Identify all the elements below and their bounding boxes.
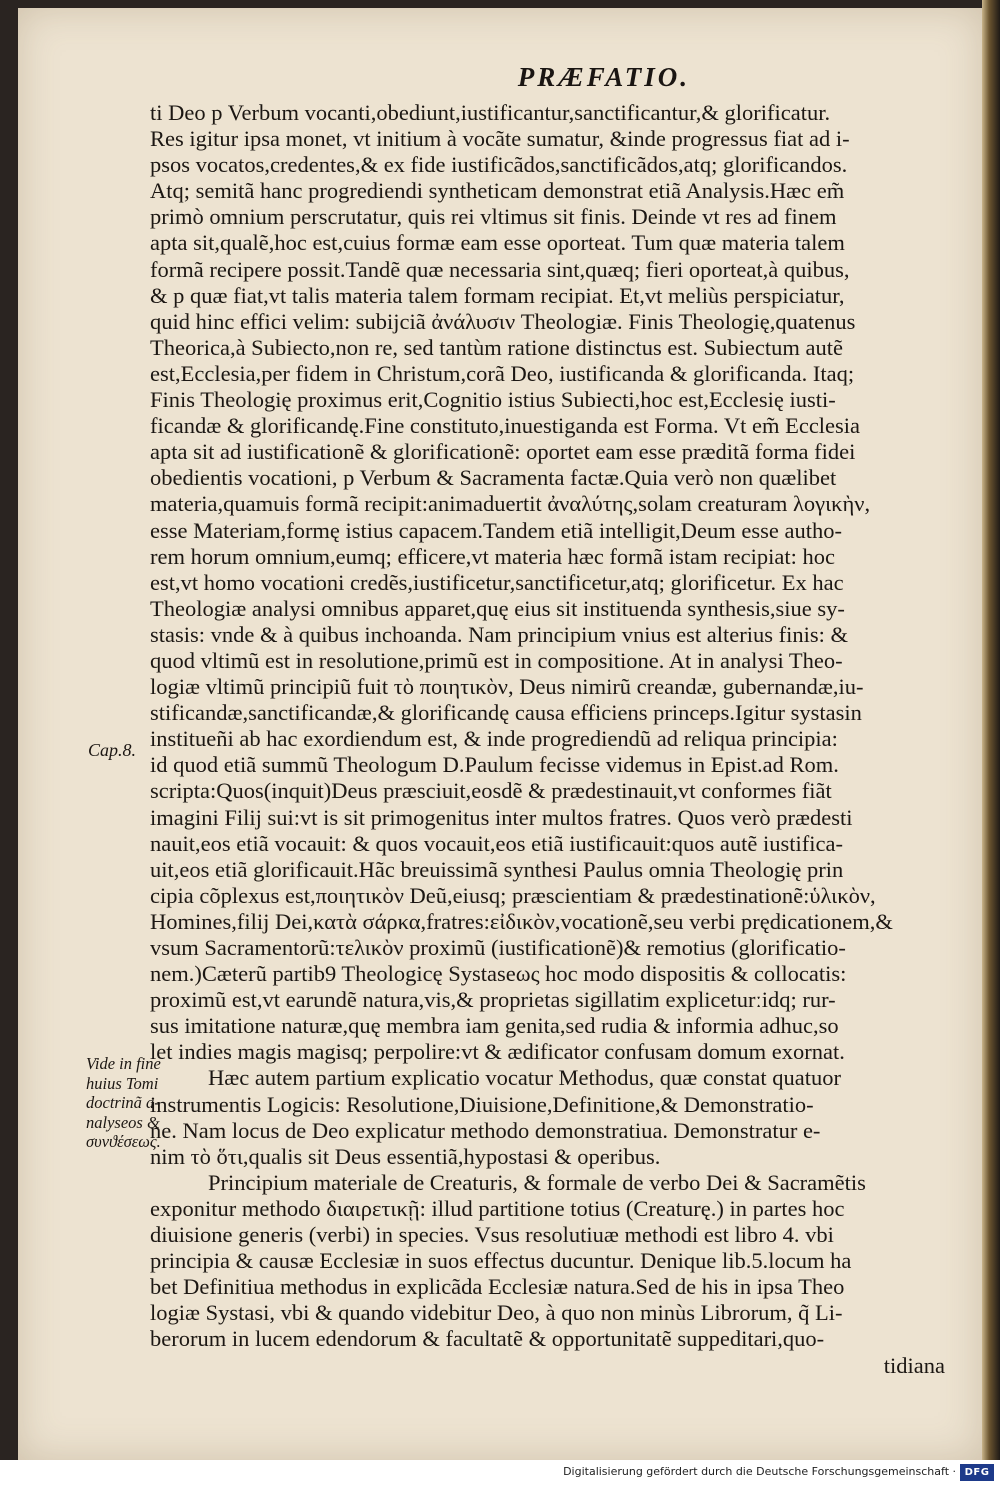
text-line: Theorica,à Subiecto,non re, sed tantùm ratione distinctus est. Subiectum autẽ <box>150 334 843 360</box>
text-line: institueñi ab hac exordiendum est, & inde progrediendũ ad reliqua principia: <box>150 726 838 752</box>
text-line: uit,eos etiã glorificauit.Hãc breuissimã synthesi Paulus omnia Theologię prin <box>150 856 844 882</box>
marginal-note-line: huius Tomi <box>86 1073 159 1093</box>
text-line: logiæ Systasi, vbi & quando videbitur Deo, à quo non minùs Librorum, q̃ Li- <box>150 1300 843 1326</box>
text-line: Theologiæ analysi omnibus apparet,quę eius sit instituenda synthesis,siue sy- <box>150 595 845 621</box>
text-line: primò omnium perscrutatur, quis rei vltimus sit finis. Deinde vt res ad finem <box>150 204 837 230</box>
text-line: scripta:Quos(inquit)Deus præsciuit,eosdẽ & prædestinauit,vt conformes fiãt <box>150 778 832 804</box>
text-line: nem.)Cæterũ partib9 Theologicę Systaseως hoc modo dispositis & collocatis: <box>150 961 847 987</box>
text-line: let indies magis magisq; perpolire:vt & ædificator confusam domum exornat. <box>150 1039 845 1065</box>
text-line: cipia cõplexus est,ποιητικὸν Deũ,eiusq; præscientiam & prædestinationẽ:ὑλικὸν, <box>150 882 876 908</box>
text-line: rem horum omnium,eumq; efficere,vt materia hæc formã istam recipiat: hoc <box>150 543 835 569</box>
text-line: esse Materiam,formę istius capacem.Tandem etiã intelligit,Deum esse autho- <box>150 517 842 543</box>
text-line: tidiana <box>883 1352 945 1378</box>
marginal-note-reference <box>86 1054 176 1152</box>
text-line: est,vt homo vocationi credẽs,iustificetur,sanctificetur,atq; glorificetur. Ex hac <box>150 569 844 595</box>
marginal-note-line: doctrinã a- <box>86 1093 160 1112</box>
text-line: diuisione generis (verbi) in species. Vsus resolutiuæ methodi est libro 4. vbi <box>150 1222 834 1248</box>
text-line: Homines,filij Dei,κατὰ σάρκα,fratres:εἰδικὸν,vocationẽ,seu verbi prędicationem,& <box>150 908 893 934</box>
text-line: formã recipere possit.Tandẽ quæ necessaria sint,quæq; fieri oporteat,à quibus, <box>150 256 850 282</box>
marginal-note-line: Vide in fine <box>86 1054 161 1073</box>
text-line: stasis: vnde & à quibus inchoanda. Nam principium vnius est alterius finis: & <box>150 621 849 647</box>
text-line: sus imitatione naturæ,quę membra iam genita,sed rudia & informia adhuc,so <box>150 1013 839 1039</box>
text-line: nauit,eos etiã vocauit: & quos vocauit,eos etiã iustificauit:quos autẽ iustifica- <box>150 830 843 856</box>
text-line: vsum Sacramentorũ:τελικὸν proximũ (iustificationẽ)& remotius (glorificatio- <box>150 935 846 960</box>
text-line: psos vocatos,credentes,& ex fide iustificãdos,sanctificãdos,atq; glorificandos. <box>150 152 848 178</box>
book-edge <box>982 0 1000 1460</box>
text-line: Hæc autem partium explicatio vocatur Methodus, quæ constat quatuor <box>208 1065 841 1091</box>
text-line: est,Ecclesia,per fidem in Christum,corã Deo, iustificanda & glorificanda. Itaq; <box>150 360 855 386</box>
text-line: principia & causæ Ecclesiæ in suos effectus ducuntur. Denique lib.5.locum ha <box>150 1248 852 1274</box>
marginal-note-chapter: Cap.8. <box>88 740 137 760</box>
text-line: exponitur methodo διαιρετικῇ: illud partitione totius (Creaturę.) in partes hoc <box>150 1195 845 1221</box>
text-line: ficandæ & glorificandę.Fine constituto,inuestiganda est Forma. Vt em̃ Ecclesia <box>150 413 861 439</box>
text-line: Principium materiale de Creaturis, & formale de verbo Dei & Sacramẽtis <box>208 1169 866 1195</box>
text-line: quod vltimũ est in resolutione,primũ est in compositione. At in analysi Theo- <box>150 647 843 673</box>
text-line: & p quæ fiat,vt talis materia talem formam recipiat. Et,vt meliùs perspiciatur, <box>150 282 845 308</box>
main-text-block <box>150 100 945 1379</box>
marginal-note-line: nalyseos & <box>86 1112 160 1132</box>
digitization-footer <box>0 1462 1000 1485</box>
text-line: proximũ est,vt earundẽ natura,vis,& proprietas sigillatim expliceturːidq; rur- <box>150 987 836 1013</box>
text-line: Res igitur ipsa monet, vt initium à vocãte sumatur, &inde progressus fiat ad i- <box>150 126 850 152</box>
dfg-logo[interactable]: DFG <box>960 1464 994 1481</box>
text-line: ti Deo p Verbum vocanti,obediunt,iustificantur,sanctificantur,& glorificatur. <box>150 100 831 125</box>
text-line: quid hinc effici velim: subijciã ἀνάλυσιν Theologiæ. Finis Theologię,quatenus <box>150 308 856 334</box>
text-line: imagini Filij sui:vt is sit primogenitus inter multos fratres. Quos verò prædesti <box>150 804 853 830</box>
text-line: apta sit ad iustificationẽ & glorificationẽ: oportet eam esse præditã forma fidei <box>150 439 856 465</box>
text-line: berorum in lucem edendorum & facultatẽ & opportunitatẽ suppeditari,quo- <box>150 1326 825 1352</box>
text-line: Finis Theologię proximus erit,Cognitio istius Subiecti,hoc est,Ecclesię iusti- <box>150 387 836 413</box>
text-line: apta sit,qualẽ,hoc est,cuius formæ eam esse oporteat. Tum quæ materia talem <box>150 230 845 256</box>
running-head: PRÆFATIO. <box>517 62 690 92</box>
text-line: stificandæ,sanctificandæ,& glorificandę causa efficiens princeps.Igitur systasin <box>150 700 862 726</box>
text-line: materia,quamuis formã recipit:animaduertit ἀναλύτης,solam creaturam λογικὴν, <box>150 491 871 517</box>
text-line: instrumentis Logicis: Resolutione,Diuisione,Definitione,& Demonstratio- <box>150 1091 814 1117</box>
text-line: bet Definitiua methodus in explicãda Ecclesiæ natura.Sed de his in ipsa Theo <box>150 1274 845 1300</box>
text-line: id quod etiã summũ Theologum D.Paulum fecisse videmus in Epist.ad Rom. <box>150 752 839 778</box>
text-line: Atq; semitã hanc progrediendi syntheticam demonstrat etiã Analysis.Hæc em̃ <box>150 178 845 204</box>
text-line: ne. Nam locus de Deo explicatur methodo demonstratiua. Demonstratur e- <box>150 1117 821 1143</box>
text-line: logiæ vltimũ principiũ fuit τὸ ποιητικὸν, Deus nimirũ creandæ, gubernandæ,iu- <box>150 674 864 700</box>
marginal-note-line: συνϑέσεως. <box>86 1132 161 1151</box>
footer-credit-text: Digitalisierung gefördert durch die Deutsche Forschungsgemeinschaft · <box>563 1465 956 1478</box>
text-line: nim τὸ ὅτι,qualis sit Deus essentiã,hypostasi & operibus. <box>150 1143 661 1169</box>
text-line: obedientis vocationi, p Verbum & Sacramenta factæ.Quia verò non quælibet <box>150 465 837 491</box>
